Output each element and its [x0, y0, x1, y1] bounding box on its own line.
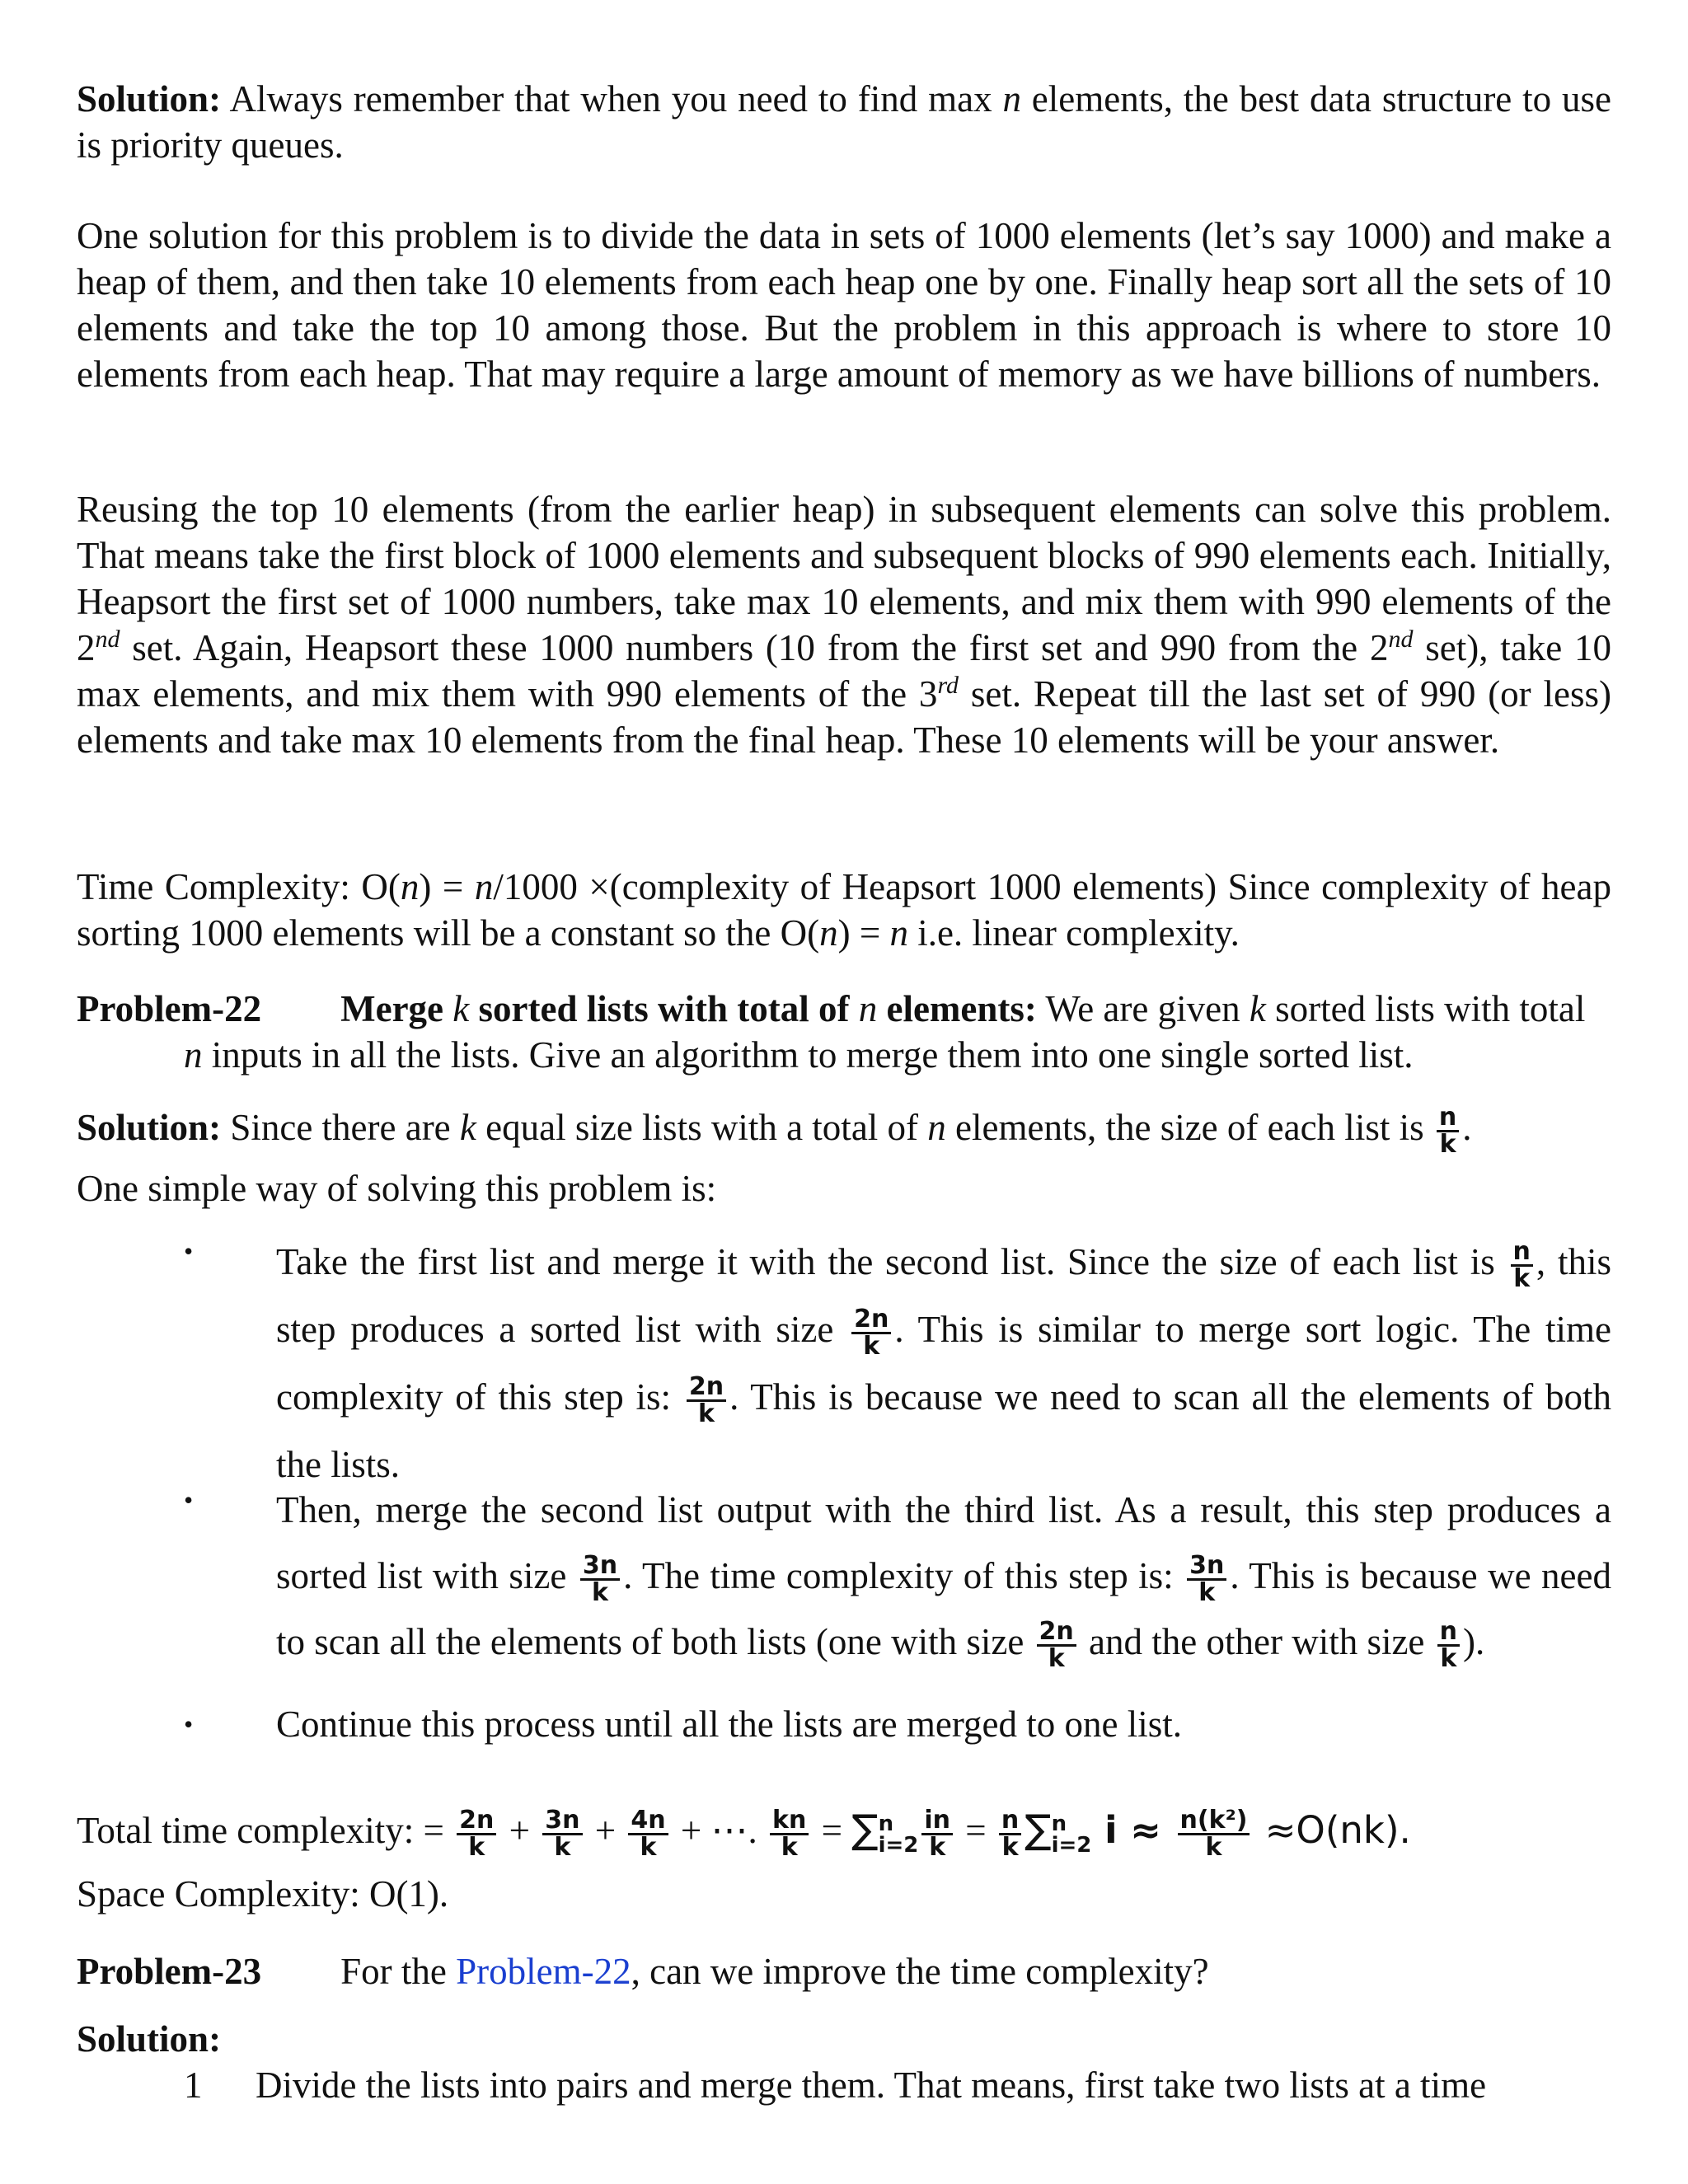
- numerator: 2n: [1039, 1617, 1074, 1647]
- var-n: n: [474, 866, 494, 907]
- var-n: n: [1002, 78, 1021, 120]
- problem-label: Problem-22: [77, 988, 262, 1029]
- var-k: k: [459, 1107, 476, 1148]
- text: . This is because we need to scan all the elements of both the lists.: [276, 1376, 1611, 1485]
- solution-paragraph: [77, 76, 1611, 168]
- var-n: n: [819, 912, 838, 954]
- var-k: k: [452, 988, 470, 1029]
- text: Always remember that when you need to find max: [221, 78, 1003, 120]
- numerator: 4n: [631, 1806, 666, 1835]
- fraction: [687, 1372, 726, 1429]
- numerator: 3n: [1189, 1551, 1225, 1581]
- denominator: k: [1437, 1130, 1459, 1157]
- text: equal size lists with a total of: [476, 1107, 928, 1148]
- sigma-symbol: ∑: [1025, 1807, 1052, 1853]
- fraction: [1437, 1617, 1460, 1674]
- var-n: n: [927, 1107, 946, 1148]
- text: set. Again, Heapsort these 1000 numbers (10 from the first set and 990 from the 2: [120, 627, 1389, 668]
- numerator: 3n: [582, 1551, 618, 1581]
- numerator: 2n: [688, 1372, 724, 1402]
- denominator: k: [457, 1833, 496, 1860]
- solution-23: [77, 2016, 1611, 2062]
- paragraph-heap-approach: [77, 213, 1611, 397]
- solution-label: Solution:: [77, 1107, 222, 1148]
- text: ).: [1463, 1621, 1485, 1662]
- denominator: k: [687, 1399, 726, 1427]
- text: We are given: [1036, 988, 1250, 1029]
- upper-limit: n: [878, 1811, 894, 1836]
- paragraph-time-complexity: [77, 864, 1611, 956]
- denominator: k: [921, 1833, 953, 1860]
- fraction: [542, 1806, 582, 1863]
- text: set. Repeat till the last set of 990 (or less) elements and take max 10 elements from the final heap. These 10 elements will be your answer.: [77, 673, 1611, 761]
- problem-label: Problem-23: [77, 1951, 262, 1992]
- numerator: n(k²): [1179, 1806, 1248, 1835]
- denominator: k: [851, 1332, 891, 1359]
- numerator: 2n: [459, 1806, 495, 1835]
- text: .: [1462, 1107, 1472, 1148]
- var-n: n: [184, 1034, 203, 1076]
- paragraph-text: One solution for this problem is to divide the data in sets of 1000 elements (let’s say 1000) and make a heap of them, and then take 10 elements from each heap one by one. Finally heap sort all the sets of 10 elements and take the top 10 among those. But the problem in this approach is where to store 10 elements from each heap. That may require a large amount of memory as we have billions of numbers.: [77, 215, 1611, 395]
- denominator: k: [999, 1833, 1021, 1860]
- denominator: k: [1437, 1644, 1460, 1671]
- text: Total time complexity: =: [77, 1810, 454, 1851]
- text: set), take 10 max elements, and mix them with 990 elements of the 3: [77, 627, 1611, 715]
- var-k: k: [1249, 988, 1266, 1029]
- fraction: [851, 1307, 891, 1359]
- numerator: n: [1439, 1617, 1458, 1647]
- bullet-icon: •: [184, 1236, 194, 1266]
- fraction: [1437, 1103, 1459, 1160]
- problem-title: elements:: [877, 988, 1037, 1029]
- bullet-icon: •: [184, 1485, 194, 1515]
- numerator: 2n: [854, 1305, 889, 1334]
- solution-label: Solution:: [77, 2018, 222, 2060]
- numerator: n: [1001, 1806, 1020, 1835]
- numerator: n: [1438, 1103, 1457, 1132]
- paragraph-reuse-top10: [77, 486, 1611, 763]
- denominator: k: [1037, 1644, 1076, 1671]
- fraction: [1178, 1806, 1250, 1863]
- denominator: k: [1187, 1578, 1226, 1605]
- problem-title: Merge: [340, 988, 453, 1029]
- text: For the: [340, 1951, 457, 1992]
- fraction: [628, 1806, 668, 1863]
- solution-22: [77, 1104, 1611, 1212]
- lower-limit: i=2: [1051, 1832, 1092, 1858]
- bullet-text: Continue this process until all the lists are merged to one list.: [276, 1704, 1183, 1745]
- numerator: in: [924, 1806, 951, 1835]
- denominator: k: [1178, 1833, 1250, 1860]
- fraction: [1187, 1551, 1226, 1608]
- text: inputs in all the lists. Give an algorithm to merge them into one single sorted list.: [202, 1034, 1414, 1076]
- problem-22-link[interactable]: Problem-22: [456, 1951, 631, 1992]
- text: . The time complexity of this step is:: [623, 1555, 1184, 1596]
- text: ) =: [419, 866, 475, 907]
- text: , can we improve the time complexity?: [631, 1951, 1209, 1992]
- fraction: [921, 1806, 953, 1863]
- fraction: [1511, 1237, 1533, 1294]
- fraction: [770, 1806, 809, 1863]
- item-number: 1: [184, 2064, 203, 2106]
- operator: =: [812, 1810, 852, 1851]
- problem-23: [77, 1948, 1611, 1994]
- denominator: k: [580, 1578, 620, 1605]
- text: , this step produces a sorted list with size: [276, 1241, 1611, 1350]
- problem-title: sorted lists with total of: [469, 988, 859, 1029]
- text: ≈O(nk).: [1253, 1808, 1411, 1852]
- item-text: Divide the lists into pairs and merge them. That means, first take two lists at a time: [256, 2064, 1487, 2106]
- text: Reusing the top 10 elements (from the earlier heap) in subsequent elements can solve this problem. That means take the first block of 1000 elements and subsequent blocks of 990 elements each. Initially, Heapsort the first set of 1000 numbers, take max 10 elements, and mix them with 990 elements of the 2: [77, 489, 1611, 668]
- denominator: k: [1511, 1264, 1533, 1291]
- sigma-limits: [879, 1813, 919, 1856]
- operator: +: [585, 1810, 626, 1851]
- denominator: k: [770, 1833, 809, 1860]
- denominator: k: [628, 1833, 668, 1860]
- total-complexity: [77, 1797, 1611, 1863]
- fraction: [580, 1551, 620, 1608]
- superscript: rd: [937, 672, 959, 699]
- fraction: [457, 1806, 496, 1863]
- superscript: nd: [95, 626, 120, 653]
- text: Then, merge the second list output with the third list. As a result, this step produces a sorted list with size: [276, 1489, 1611, 1596]
- operator: + ⋯.: [671, 1810, 767, 1851]
- text: Time Complexity: O(: [77, 866, 401, 907]
- text: elements, the best data structure to use is priority queues.: [77, 78, 1611, 166]
- problem-22: [77, 986, 1611, 1078]
- bullet-text: [276, 1477, 1611, 1675]
- space-complexity: [77, 1871, 1611, 1917]
- text: i ≈: [1091, 1808, 1175, 1852]
- var-n: n: [400, 866, 420, 907]
- superscript: nd: [1388, 626, 1414, 653]
- fraction: [999, 1806, 1021, 1863]
- text: . This is because we need to scan all the elements of both lists (one with size: [276, 1555, 1611, 1662]
- text: Space Complexity: O(1).: [77, 1873, 449, 1915]
- text: i.e. linear complexity.: [907, 912, 1240, 954]
- text: sorted lists with total: [1265, 988, 1586, 1029]
- text: . This is similar to merge sort logic. The time complexity of this step is:: [276, 1309, 1611, 1418]
- var-n: n: [858, 988, 878, 1029]
- bullet-text: [276, 1228, 1611, 1498]
- text: Take the first list and merge it with the second list. Since the size of each list is: [276, 1241, 1507, 1282]
- bullet-icon: •: [184, 1709, 194, 1739]
- fraction: [1037, 1617, 1076, 1674]
- text: and the other with size: [1079, 1621, 1434, 1662]
- solution-label: Solution:: [77, 78, 222, 120]
- numerator: kn: [772, 1806, 807, 1835]
- var-n: n: [889, 912, 908, 954]
- operator: =: [956, 1810, 996, 1851]
- numerator: 3n: [545, 1806, 580, 1835]
- numerator: n: [1512, 1237, 1531, 1267]
- operator: +: [499, 1810, 540, 1851]
- sigma-symbol: ∑: [851, 1807, 879, 1853]
- lower-limit: i=2: [878, 1832, 919, 1858]
- text: ) =: [837, 912, 890, 954]
- sigma-limits: [1052, 1813, 1092, 1856]
- upper-limit: n: [1051, 1811, 1067, 1836]
- text: /1000 ×(complexity of Heapsort 1000 elements) Since complexity of heap sorting 1000 elements will be a constant so the O(: [77, 866, 1611, 954]
- denominator: k: [542, 1833, 582, 1860]
- text: One simple way of solving this problem is:: [77, 1168, 717, 1210]
- text: elements, the size of each list is: [945, 1107, 1433, 1148]
- text: Since there are: [221, 1107, 460, 1148]
